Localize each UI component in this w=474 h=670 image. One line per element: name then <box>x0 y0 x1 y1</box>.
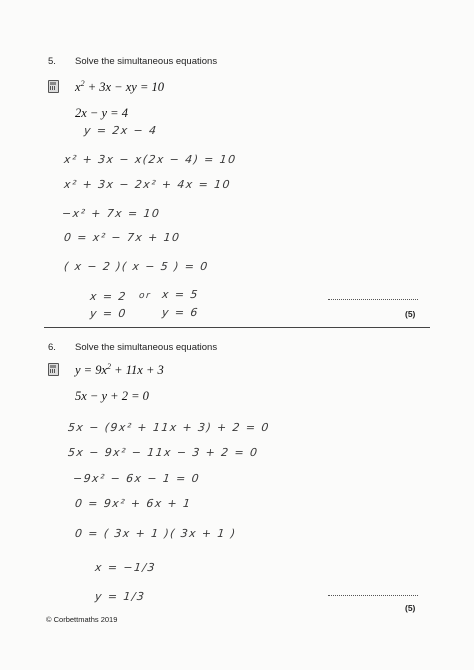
q6-answer-y: y = 1/3 <box>94 590 146 603</box>
q6-working-line: 0 = ( 3x + 1 )( 3x + 1 ) <box>74 527 238 540</box>
calculator-icon <box>48 363 59 376</box>
q5-working-line: −x² + 7x = 10 <box>61 207 161 220</box>
q5-equation-1: $x^2 + 3x$ − xy = 10 <box>75 79 165 95</box>
q5-working-line: x² + 3x − 2x² + 4x = 10 <box>63 178 232 191</box>
q5-prompt: Solve the simultaneous equations <box>75 56 218 67</box>
q5-working-line: ( x − 2 )( x − 5 ) = 0 <box>63 260 210 273</box>
q6-number: 6. <box>48 342 56 353</box>
q6-working-line: 0 = 9x² + 6x + 1 <box>74 497 193 510</box>
q5-answer-y2: y = 6 <box>161 306 200 319</box>
q6-equation-2: 5x − y + 2 = 0 <box>75 389 149 403</box>
copyright-footer: © Corbettmaths 2019 <box>46 615 118 624</box>
q5-working-line: y = 2x − 4 <box>83 124 159 137</box>
q5-answer-or: or <box>138 291 152 301</box>
question-divider <box>44 327 430 328</box>
q5-answer-line <box>328 299 418 300</box>
q5-marks: (5) <box>405 309 416 319</box>
q5-answer-x2: x = 5 <box>161 288 200 301</box>
q6-prompt: Solve the simultaneous equations <box>75 342 218 353</box>
q6-equation-1: $y = 9x^2 + 11x + 3$ <box>75 362 164 378</box>
q5-answer-x1: x = 2 <box>89 290 128 303</box>
q5-number: 5. <box>48 56 56 67</box>
q5-working-line: x² + 3x − x(2x − 4) = 10 <box>63 153 238 166</box>
calculator-icon <box>48 80 59 93</box>
q5-working-line: 0 = x² − 7x + 10 <box>63 231 182 244</box>
q6-marks: (5) <box>405 603 416 613</box>
q6-working-line: 5x − (9x² + 11x + 3) + 2 = 0 <box>67 421 271 434</box>
q5-equation-2: 2x − y = 4 <box>75 106 128 120</box>
q6-answer-x: x = −1/3 <box>94 561 157 574</box>
q6-working-line: −9x² − 6x − 1 = 0 <box>72 472 201 485</box>
q6-answer-line <box>328 595 418 596</box>
q6-working-line: 5x − 9x² − 11x − 3 + 2 = 0 <box>67 446 260 459</box>
q5-answer-y1: y = 0 <box>89 307 128 320</box>
